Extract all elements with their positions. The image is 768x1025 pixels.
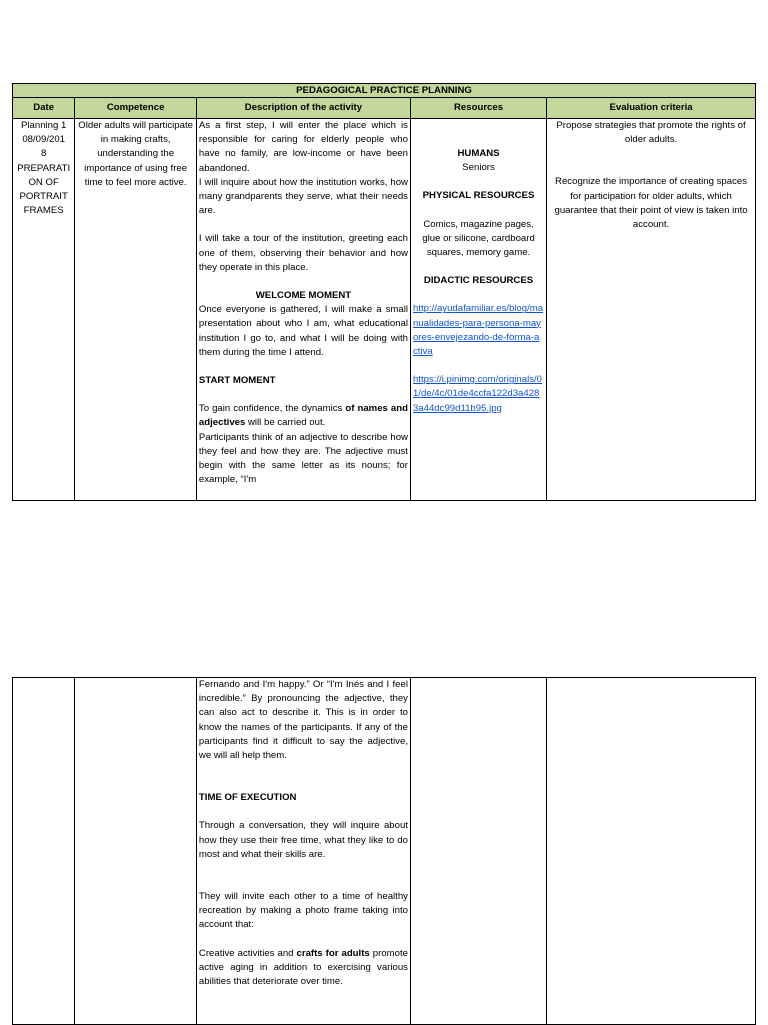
bold-text-run: crafts for adults <box>296 947 370 959</box>
planning-table <box>12 83 756 501</box>
header-evaluation: Evaluation criteria <box>547 98 756 119</box>
date-line: ON OF <box>28 176 59 188</box>
date-line: PORTRAIT <box>19 191 68 203</box>
resource-link-2[interactable]: https://i.pinimg.com/originals/01/de/4c/01de4ccfa122d3a4283a44dc99d11b95.jpg <box>412 374 543 414</box>
humans-heading: HUMANS <box>457 148 500 159</box>
description-paragraph: I will inquire about how the institution works, how many grandparents they serve, what their needs are. <box>198 176 408 217</box>
bold-text-run: of names and adjectives <box>198 403 408 429</box>
date-line: 08/09/201 <box>22 134 66 146</box>
text-run: To gain confidence, the dynamics <box>198 403 346 415</box>
description-paragraph: As a first step, I will enter the place which is responsible for caring for elderly people who have no family, are low-income or have been abandoned. <box>198 120 408 174</box>
header-date: Date <box>13 98 75 119</box>
evaluation-text: Recognize the importance of creating spaces for participation for older adults, which guarantee that their point of view is taken into account. <box>554 176 748 231</box>
description-cell <box>196 119 410 501</box>
date-cell <box>13 678 75 1025</box>
table-row <box>13 119 756 501</box>
header-resources: Resources <box>410 98 546 119</box>
description-paragraph: Once everyone is gathered, I will make a small presentation about who I am, what educational institution I go to, and what I will be doing with them during the time I attend. <box>198 304 408 358</box>
description-paragraph: Through a conversation, they will inquire about how they use their free time, what they like to do most and what their skills are. <box>198 820 408 860</box>
description-paragraph: Participants think of an adjective to describe how they feel and how they are. The adjective must begin with the same letter as its nouns; for example, “I'm <box>198 431 408 486</box>
text-run: Creative activities and <box>198 947 297 959</box>
resource-link-1[interactable]: http://ayudafamiliar.es/blog/manualidades-para-persona-mayores-envejezando-de-forma-activa <box>412 303 544 358</box>
didactic-heading: DIDACTIC RESOURCES <box>423 275 534 287</box>
competence-cell <box>75 678 197 1025</box>
header-description: Description of the activity <box>196 98 410 119</box>
date-line: FRAMES <box>23 205 64 217</box>
resources-cell <box>410 119 546 501</box>
planning-table-continued <box>12 677 756 1025</box>
physical-heading: PHYSICAL RESOURCES <box>422 190 535 202</box>
competence-cell <box>75 119 197 501</box>
text-run: will be carried out. <box>245 417 326 429</box>
table-title: PEDAGOGICAL PRACTICE PLANNING <box>13 84 756 98</box>
text-run: promote active aging in addition to exercising various abilities that deteriorate over time. <box>198 947 408 988</box>
header-competence: Competence <box>75 98 197 119</box>
evaluation-cell <box>547 678 756 1025</box>
competence-text: Older adults will participate in making crafts, understanding the importance of using free time to feel more active. <box>78 120 193 188</box>
description-paragraph: Fernando and I'm happy.” Or “I'm Inés and I feel incredible.” By pronouncing the adjective, they can also act to describe it. This is in order to know the names of the participants. If any of the participants find it difficult to say the adjective, we will all help them. <box>198 679 408 762</box>
execution-heading: TIME OF EXECUTION <box>198 792 297 804</box>
table-row <box>13 678 756 1025</box>
date-cell <box>13 119 75 501</box>
welcome-heading: WELCOME MOMENT <box>255 290 352 302</box>
description-paragraph <box>199 947 408 990</box>
description-cell <box>196 678 410 1025</box>
evaluation-cell <box>547 119 756 501</box>
physical-value: Comics, magazine pages, glue or silicone, cardboard squares, memory game. <box>422 218 535 259</box>
evaluation-text: Propose strategies that promote the rights of older adults. <box>556 120 746 146</box>
date-line: PREPARATI <box>17 162 71 174</box>
date-line: Planning 1 <box>21 120 67 131</box>
description-paragraph <box>199 402 408 430</box>
description-paragraph: I will take a tour of the institution, greeting each one of them, observing their behavior and how they operate in this place. <box>198 233 408 273</box>
humans-value: Seniors <box>462 162 495 174</box>
start-heading: START MOMENT <box>198 375 276 387</box>
description-paragraph: They will invite each other to a time of healthy recreation by making a photo frame taking into account that: <box>198 891 408 931</box>
date-line: 8 <box>41 148 47 160</box>
resources-cell <box>410 678 546 1025</box>
